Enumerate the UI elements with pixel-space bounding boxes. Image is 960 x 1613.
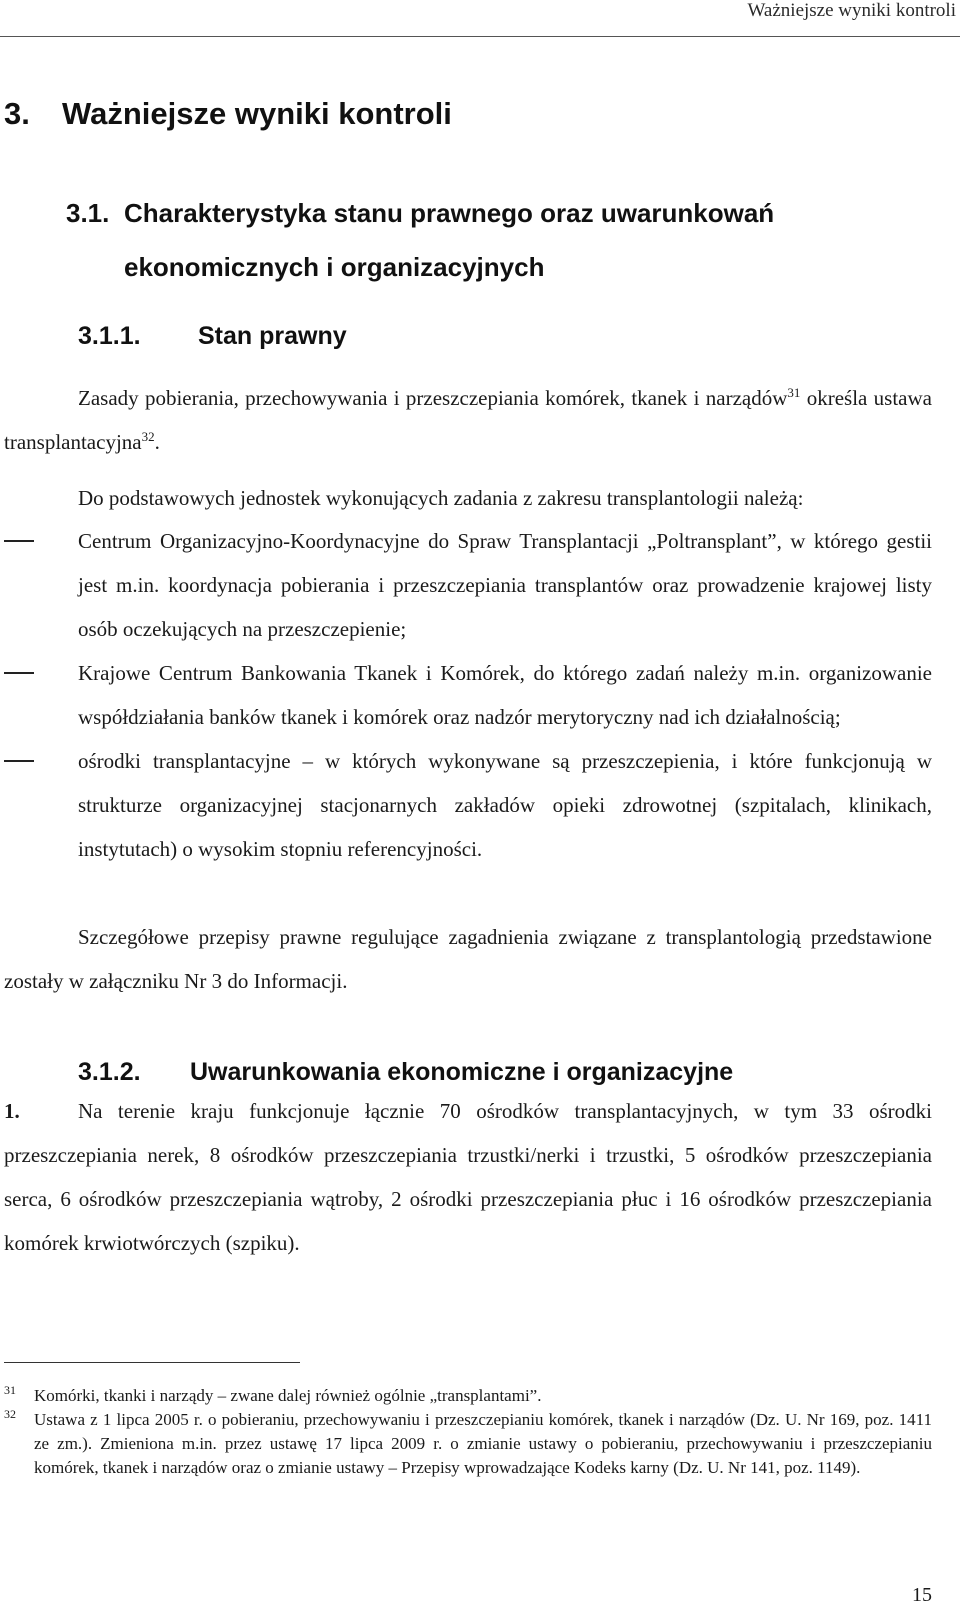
paragraph-legal-basis (4, 376, 932, 464)
section-number: 3.1. (66, 198, 110, 228)
dash-bullet (4, 760, 34, 762)
footnote-ref[interactable]: 31 (787, 385, 801, 400)
section-3-1-1-heading (78, 322, 347, 351)
footnote-rule (4, 1362, 300, 1363)
paragraph-text: . (154, 430, 160, 454)
footnote-ref[interactable]: 32 (141, 429, 155, 444)
footnote-number: 31 (4, 1383, 16, 1397)
footnote (4, 1408, 932, 1480)
paragraph-regulations: Szczegółowe przepisy prawne regulujące zagadnienia związane z transplantologią przedstawione zostały w załączniku Nr 3 do Informacji. (4, 925, 932, 993)
dash-bullet (4, 672, 34, 674)
dash-bullet (4, 540, 34, 542)
list-item (4, 651, 932, 739)
footnote-text: Komórki, tkanki i narządy – zwane dalej również ogólnie „transplantami”. (34, 1386, 542, 1405)
section-number: 3.1.1. (78, 322, 141, 350)
units-list (4, 519, 932, 871)
list-item-text: Centrum Organizacyjno-Koordynacyjne do Spraw Transplantacji „Poltransplant”, w którego gestii jest m.in. koordynacja pobierania i przeszczepiania transplantów oraz prowadzenie krajowej listy osób oczekujących na przeszczepienie; (78, 529, 932, 641)
section-3-heading (4, 96, 452, 132)
section-3-1-heading (66, 186, 894, 294)
running-header: Ważniejsze wyniki kontroli (747, 0, 956, 21)
list-item-text: ośrodki transplantacyjne – w których wykonywane są przeszczepienia, i które funkcjonują w strukturze organizacyjnej stacjonarnych zakładów opieki zdrowotnej (szpitalach, klinikach, instytutach) o wysokim stopniu referencyjności. (78, 749, 932, 861)
paragraph-centres (4, 1089, 932, 1265)
paragraph-text: określa ustawa transplantacyjna (4, 386, 932, 454)
paragraph-text: Na terenie kraju funkcjonuje łącznie 70 ośrodków transplantacyjnych, w tym 33 ośrodki przeszczepiania nerek, 8 ośrodków przeszczepiania trzustki/nerki i trzustki, 5 ośrodków przeszczepiania serca, 6 ośrodków przeszczepiania wątroby, 2 ośrodki przeszczepiania płuc i 16 ośrodków przeszczepiania komórek krwiotwórczych (szpiku). (4, 1099, 932, 1255)
section-number: 3.1.2. (78, 1058, 141, 1086)
section-title: Ważniejsze wyniki kontroli (62, 96, 452, 131)
paragraph-units-intro: Do podstawowych jednostek wykonujących zadania z zakresu transplantologii należą: (78, 486, 804, 510)
section-title: Charakterystyka stanu prawnego oraz uwarunkowań ekonomicznych i organizacyjnych (124, 198, 775, 282)
header-rule (0, 36, 960, 37)
page-number: 15 (912, 1584, 932, 1606)
section-title: Uwarunkowania ekonomiczne i organizacyjne (190, 1058, 734, 1086)
footnote-number: 32 (4, 1407, 16, 1421)
footnote-text: Ustawa z 1 lipca 2005 r. o pobieraniu, przechowywaniu i przeszczepianiu komórek, tkanek i narządów (Dz. U. Nr 169, poz. 1411 ze zm.). Zmieniona m.in. przez ustawę 17 lipca 2009 r. o zmianie ustawy o pobieraniu, przechowywaniu i przeszczepianiu komórek, tkanek i narządów oraz o zmianie ustawy – Przepisy wprowadzające Kodeks karny (Dz. U. Nr 141, poz. 1149). (34, 1410, 932, 1477)
list-item (4, 739, 932, 871)
paragraph-text: Zasady pobierania, przechowywania i przeszczepiania komórek, tkanek i narządów (78, 386, 788, 410)
footnote (4, 1384, 932, 1408)
section-number: 3. (4, 96, 30, 131)
list-item (4, 519, 932, 651)
section-title: Stan prawny (198, 322, 347, 350)
list-item-text: Krajowe Centrum Bankowania Tkanek i Komórek, do którego zadań należy m.in. organizowanie współdziałania banków tkanek i komórek oraz nadzór merytoryczny nad ich działalnością; (78, 661, 932, 729)
paragraph-number: 1. (4, 1099, 20, 1123)
footnotes (4, 1384, 932, 1480)
section-3-1-2-heading (78, 1058, 733, 1087)
